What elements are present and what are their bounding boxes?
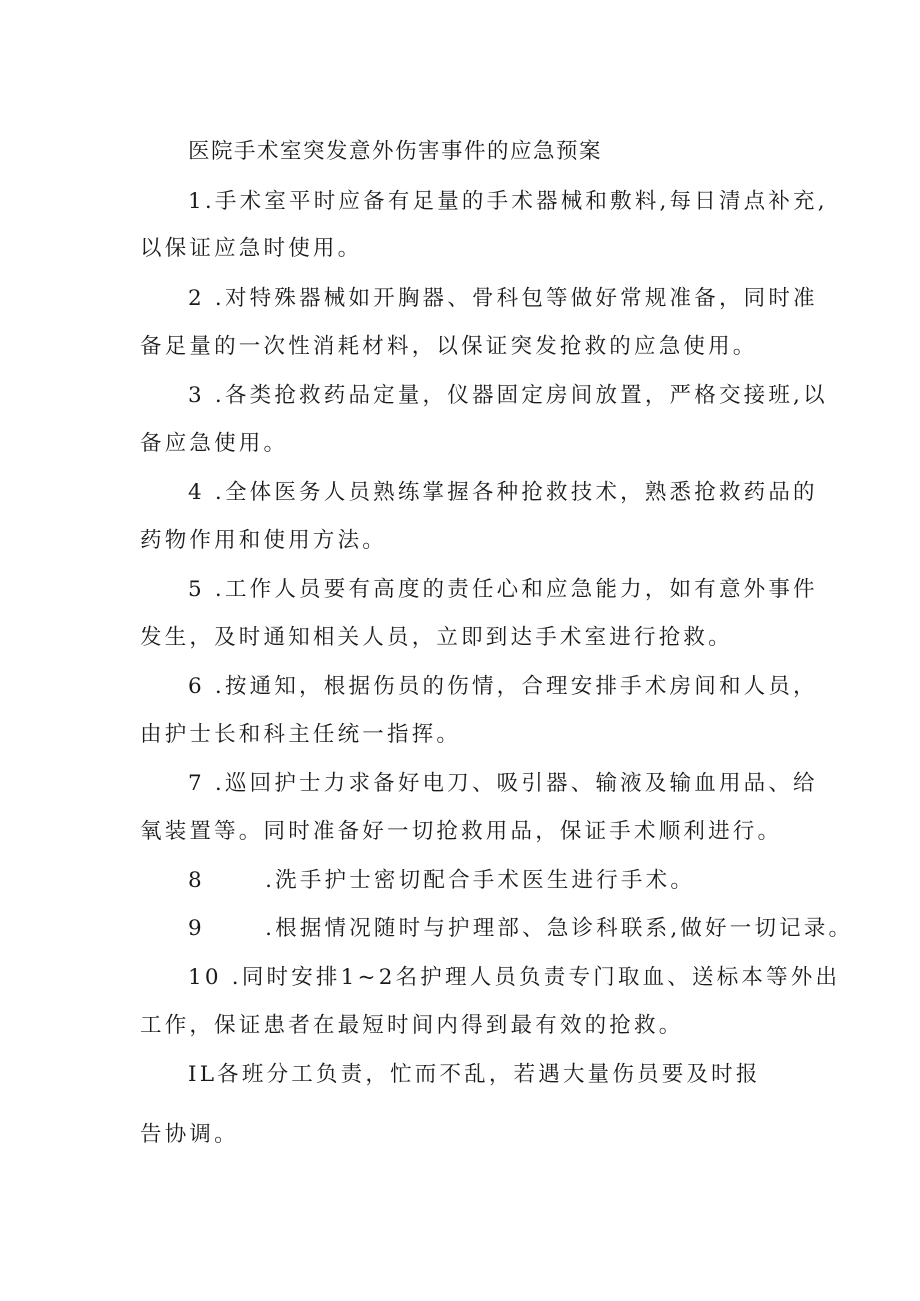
paragraph-line: 5 .工作人员要有高度的责任心和应急能力，如有意外事件 [188, 577, 818, 602]
paragraph-line: 2 .对特殊器械如开胸器、骨科包等做好常规准备，同时准 [188, 286, 818, 311]
paragraph-line: 氧装置等。同时准备好一切抢救用品，保证手术顺利进行。 [140, 819, 783, 844]
paragraph-line: 备应急使用。 [140, 431, 289, 456]
paragraph-line: 告协调。 [140, 1122, 239, 1147]
document-title: 医院手术室突发意外伤害事件的应急预案 [188, 139, 603, 164]
paragraph-line: 9 .根据情况随时与护理部、急诊科联系,做好一切记录。 [188, 916, 854, 941]
paragraph-line: 4 .全体医务人员熟练掌握各种抢救技术，熟悉抢救药品的 [188, 480, 818, 505]
paragraph-line: 10 .同时安排1~2名护理人员负责专门取血、送标本等外出 [188, 965, 841, 990]
paragraph-line: IL各班分工负责，忙而不乱，若遇大量伤员要及时报 [188, 1062, 761, 1087]
paragraph-line: 备足量的一次性消耗材料，以保证突发抢救的应急使用。 [140, 334, 758, 359]
paragraph-line: 发生，及时通知相关人员，立即到达手术室进行抢救。 [140, 625, 733, 650]
paragraph-line: 7 .巡回护士力求备好电刀、吸引器、输液及输血用品、给 [188, 771, 818, 796]
paragraph-line: 3 .各类抢救药品定量，仪器固定房间放置，严格交接班,以 [188, 383, 828, 408]
paragraph-line: 以保证应急时使用。 [140, 236, 363, 261]
paragraph-line: 1.手术室平时应备有足量的手术器械和敷料,每日清点补充, [188, 189, 828, 214]
paragraph-line: 由护士长和科主任统一指挥。 [140, 722, 462, 747]
paragraph-line: 药物作用和使用方法。 [140, 528, 388, 553]
paragraph-line: 工作，保证患者在最短时间内得到最有效的抢救。 [140, 1013, 684, 1038]
paragraph-line: 6 .按通知，根据伤员的伤情，合理安排手术房间和人员， [188, 674, 818, 699]
paragraph-line: 8 .洗手护士密切配合手术医生进行手术。 [188, 868, 696, 893]
